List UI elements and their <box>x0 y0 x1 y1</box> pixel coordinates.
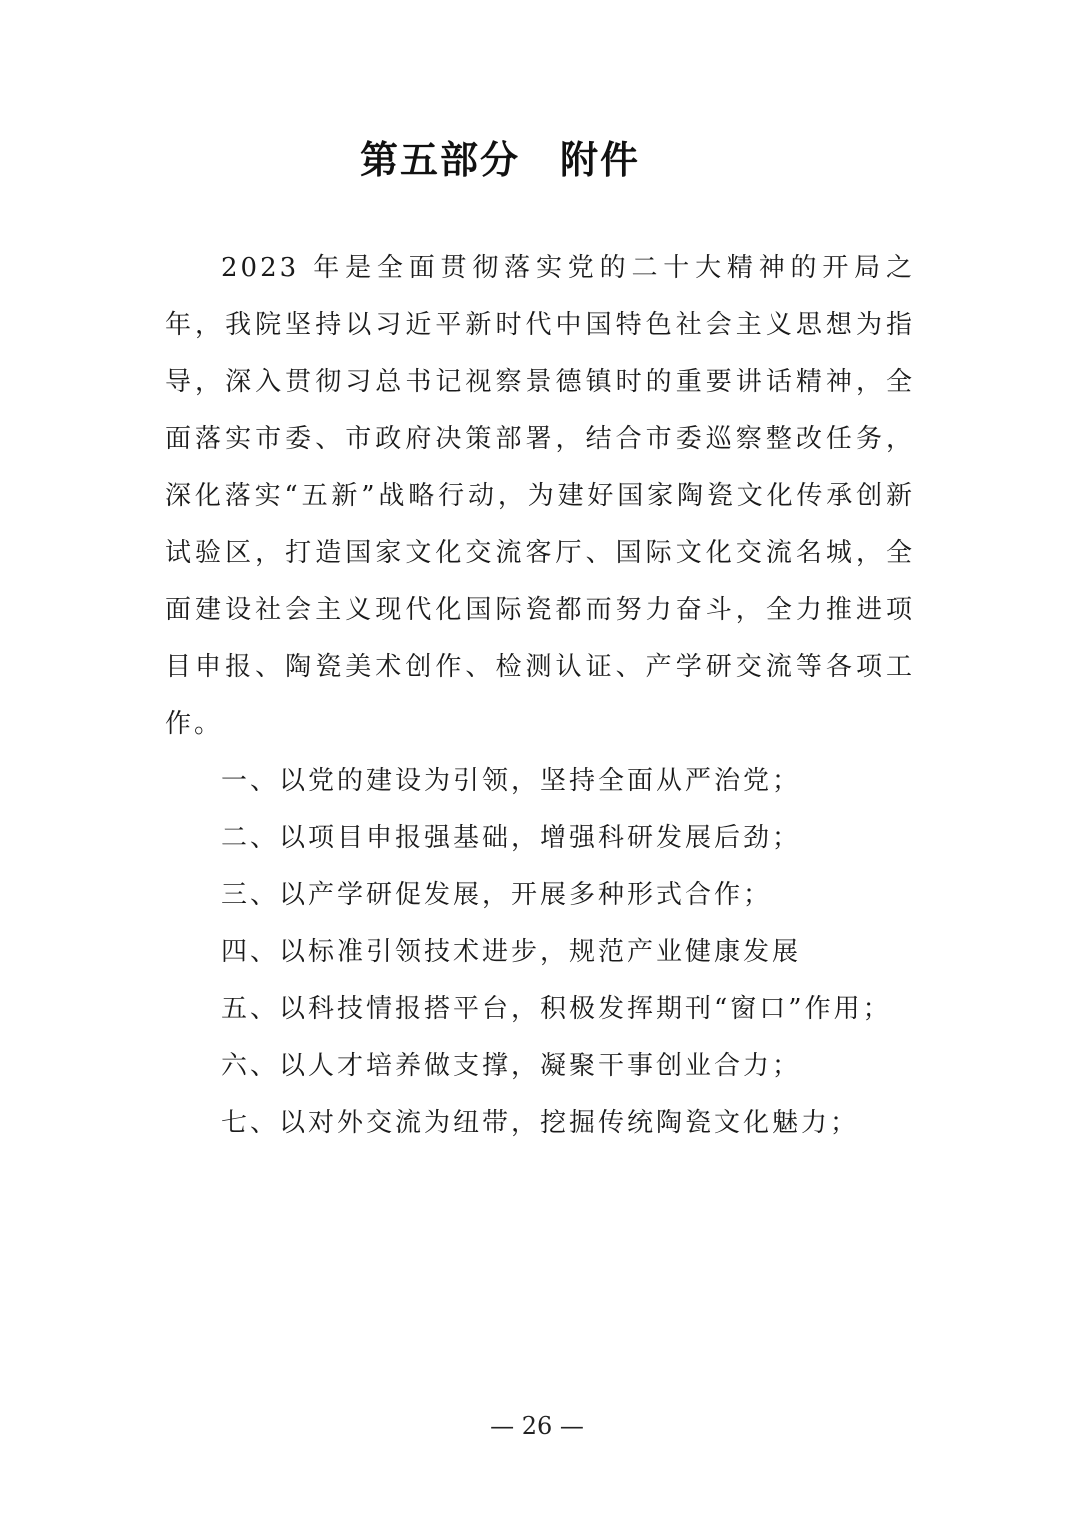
list-item: 二、以项目申报强基础，增强科研发展后劲； <box>221 823 802 853</box>
list-item: 五、以科技情报搭平台，积极发挥期刊“窗口”作用； <box>221 994 892 1024</box>
list-item: 一、以党的建设为引领，坚持全面从严治党； <box>221 766 802 796</box>
list-item: 三、以产学研促发展，开展多种形式合作； <box>221 880 773 910</box>
body-text <box>165 240 915 1152</box>
intro-paragraph: 2023 年是全面贯彻落实党的二十大精神的开局之年，我院坚持以习近平新时代中国特色社会主义思想为指导，深入贯彻习总书记视察景德镇时的重要讲话精神，全面落实市委、市政府决策部署，结合市委巡察整改任务，深化落实“五新”战略行动，为建好国家陶瓷文化传承创新试验区，打造国家文化交流客厅、国际文化交流名城，全面建设社会主义现代化国际瓷都而努力奋斗，全力推进项目申报、陶瓷美术创作、检测认证、产学研交流等各项工作。 <box>165 253 915 739</box>
page-number: — 26 — <box>490 1412 584 1440</box>
list-item: 六、以人才培养做支撑，凝聚干事创业合力； <box>221 1051 802 1081</box>
page-title: 第五部分 附件 <box>359 138 640 182</box>
list-item: 七、以对外交流为纽带，挖掘传统陶瓷文化魅力； <box>221 1108 860 1138</box>
list-item: 四、以标准引领技术进步，规范产业健康发展 <box>221 937 802 967</box>
work-item-list <box>165 753 915 1152</box>
